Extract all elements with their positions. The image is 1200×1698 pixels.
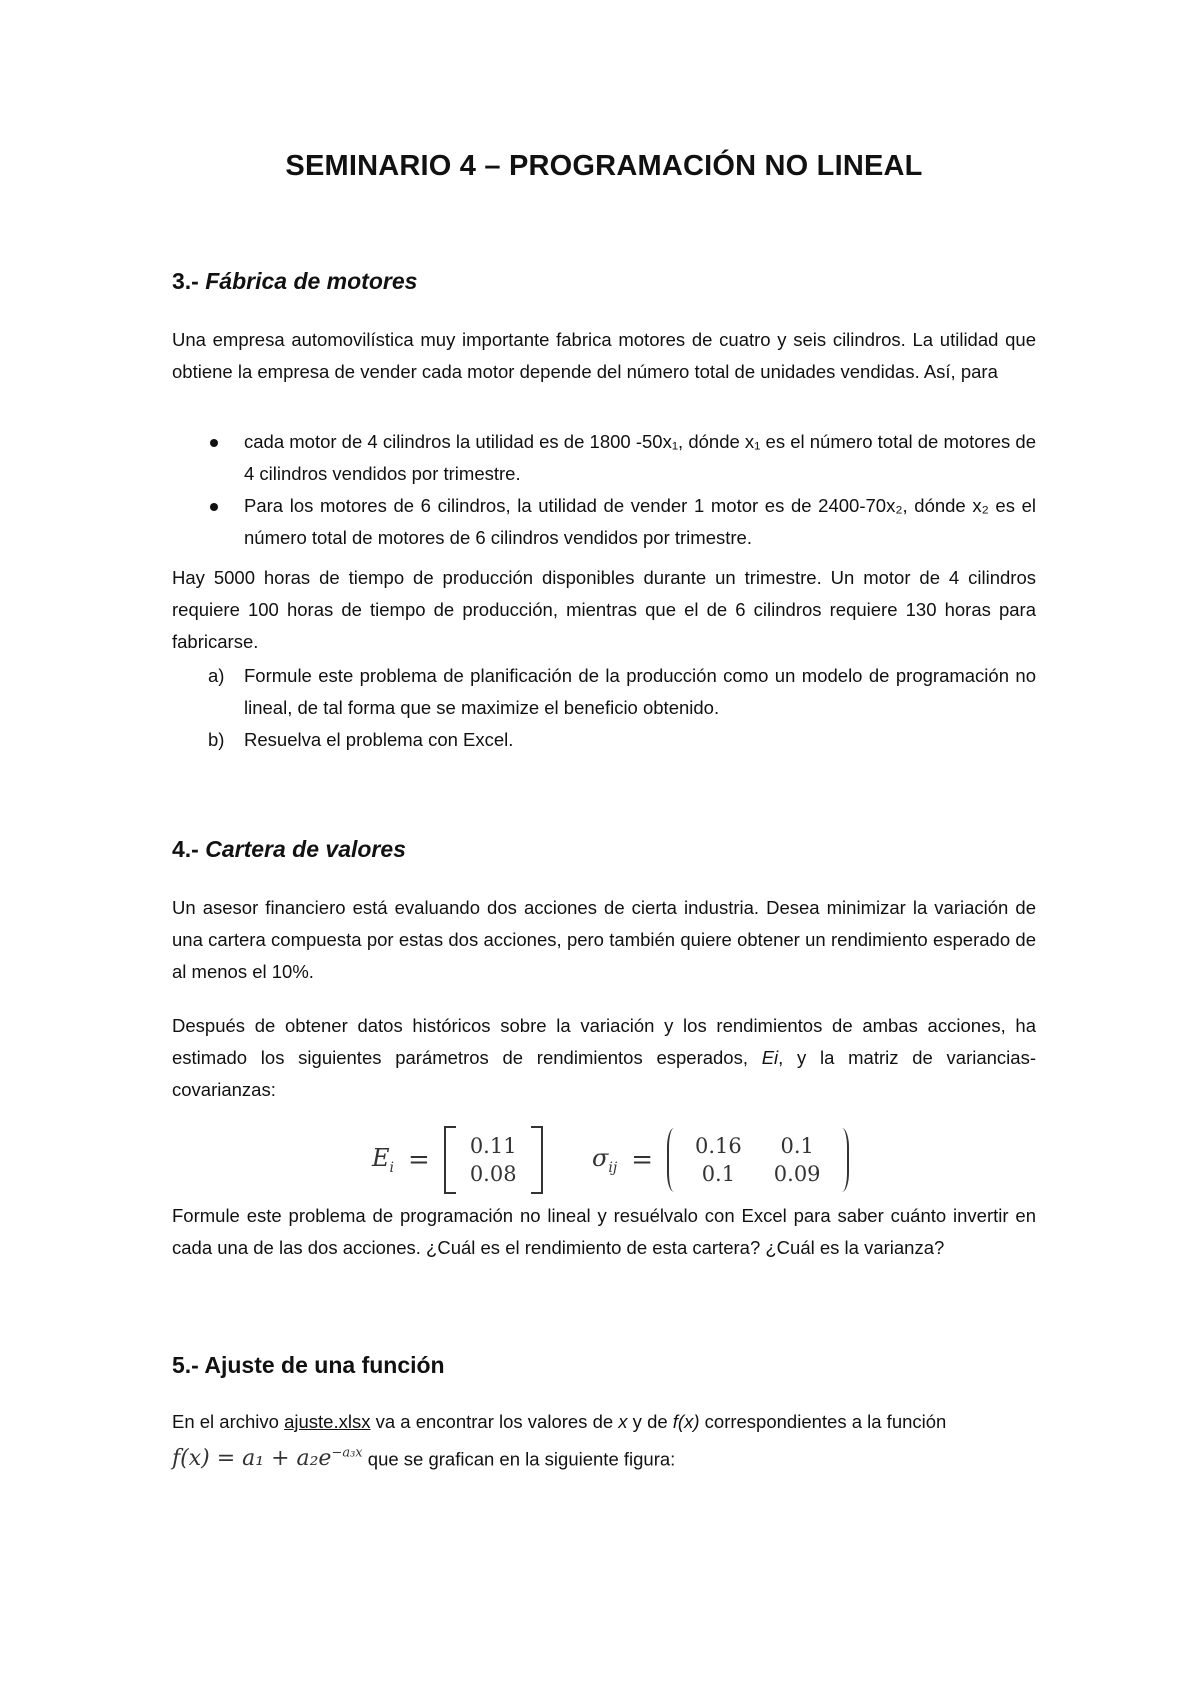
paragraph-text: , y la matriz de variancias-covarianzas: — [172, 1047, 1036, 1100]
section-4-heading — [172, 836, 406, 863]
bullet-item — [172, 490, 1036, 554]
section-3-intro: Una empresa automovilística muy importante fabrica motores de cuatro y seis cilindros. La utilidad que obtiene la empresa de vender cada motor depende del número total de unidades vendidas. Así, para — [172, 329, 1036, 382]
section-4-title: Cartera de valores — [205, 836, 406, 862]
variable-x: x — [618, 1411, 628, 1432]
section-3-number: 3.- — [172, 268, 199, 294]
bullet-item — [172, 426, 1036, 490]
equals-sign: = — [408, 1145, 430, 1175]
right-bracket — [531, 1126, 543, 1194]
section-3-bullet-list — [172, 426, 1036, 554]
question-letter: b) — [208, 729, 225, 750]
function-formula: $f(x) = a_1 + a_2e^{-a_3x}$ — [172, 1446, 363, 1472]
matrix-equations — [172, 1110, 1036, 1210]
variable-fx: f(x) — [672, 1411, 700, 1432]
covariance-matrix — [592, 1110, 849, 1210]
question-text: Resuelva el problema con Excel. — [244, 729, 514, 750]
section-4-paragraph-2 — [172, 1010, 1036, 1106]
matrix-cells — [456, 1134, 531, 1186]
matrix-cell: 0.1 — [701, 1162, 736, 1186]
matrix-cell: 0.1 — [780, 1134, 814, 1158]
paragraph-text: y de — [627, 1411, 673, 1432]
matrix-cells — [681, 1134, 835, 1186]
page-title: SEMINARIO 4 – PROGRAMACIÓN NO LINEAL — [285, 150, 923, 182]
section-3-title: Fábrica de motores — [205, 268, 418, 294]
expected-returns-matrix — [372, 1110, 543, 1210]
section-3-question-list — [172, 660, 1036, 756]
question-item — [172, 724, 1036, 756]
matrix-label: $\sigma_{ij}$ — [592, 1144, 618, 1176]
matrix-cell: 0.09 — [773, 1162, 821, 1186]
section-4-paragraph-1: Un asesor financiero está evaluando dos acciones de cierta industria. Desea minimizar la variación de una cartera compuesta por estas dos acciones, pero también quiere obtener un rendimiento esperado de al menos el 10%. — [172, 897, 1036, 982]
section-5-heading: 5.- Ajuste de una función — [172, 1352, 445, 1378]
matrix-cell: 0.11 — [469, 1134, 517, 1158]
equals-sign: = — [631, 1145, 654, 1175]
paragraph-text: que se grafican en la siguiente figura: — [362, 1448, 676, 1470]
bullet-text: cada motor de 4 cilindros la utilidad es de 1800 -50x₁, dónde x₁ es el número total de motores de 4 cilindros vendidos por trimestre. — [244, 431, 1037, 484]
left-parenthesis — [667, 1128, 681, 1192]
paragraph-text: En el archivo — [172, 1411, 285, 1432]
right-parenthesis — [835, 1128, 849, 1192]
matrix-cell: 0.08 — [469, 1162, 517, 1186]
paragraph-text: va a encontrar los valores de — [370, 1411, 619, 1432]
matrix-label: $E_i$ — [372, 1144, 395, 1176]
paragraph-text: correspondientes a la función — [699, 1411, 947, 1432]
paragraph-text: Después de obtener datos históricos sobre la variación y los rendimientos de ambas acciones, ha estimado los siguientes parámetros de rendimientos esperados, — [172, 1015, 1036, 1068]
bullet-text: Para los motores de 6 cilindros, la utilidad de vender 1 motor es de 2400-70x₂, dónde x₂ es el número total de motores de 6 cilindros vendidos por trimestre. — [244, 495, 1036, 548]
section-4-number: 4.- — [172, 836, 199, 862]
question-text: Formule este problema de planificación de la producción como un modelo de programación no lineal, de tal forma que se maximize el beneficio obtenido. — [244, 665, 1036, 718]
section-4-paragraph-3: Formule este problema de programación no lineal y resuélvalo con Excel para saber cuánto invertir en cada una de las dos acciones. ¿Cuál es el rendimiento de esta cartera? ¿Cuál es la varianza? — [172, 1205, 1036, 1258]
left-bracket — [444, 1126, 456, 1194]
bullet-dot-icon — [210, 439, 218, 447]
section-3-hours-paragraph: Hay 5000 horas de tiempo de producción disponibles durante un trimestre. Un motor de 4 cilindros requiere 100 horas de tiempo de producción, mientras que el de 6 cilindros requiere 130 horas para fabricarse. — [172, 567, 1036, 652]
file-link[interactable]: ajuste.xlsx — [284, 1411, 371, 1432]
section-5-paragraph — [172, 1406, 1036, 1475]
question-letter: a) — [208, 665, 225, 686]
matrix-cell: 0.16 — [695, 1134, 742, 1158]
question-item — [172, 660, 1036, 724]
expected-return-symbol: Ei — [761, 1047, 779, 1068]
section-3-heading — [172, 268, 417, 295]
bullet-dot-icon — [210, 503, 218, 511]
